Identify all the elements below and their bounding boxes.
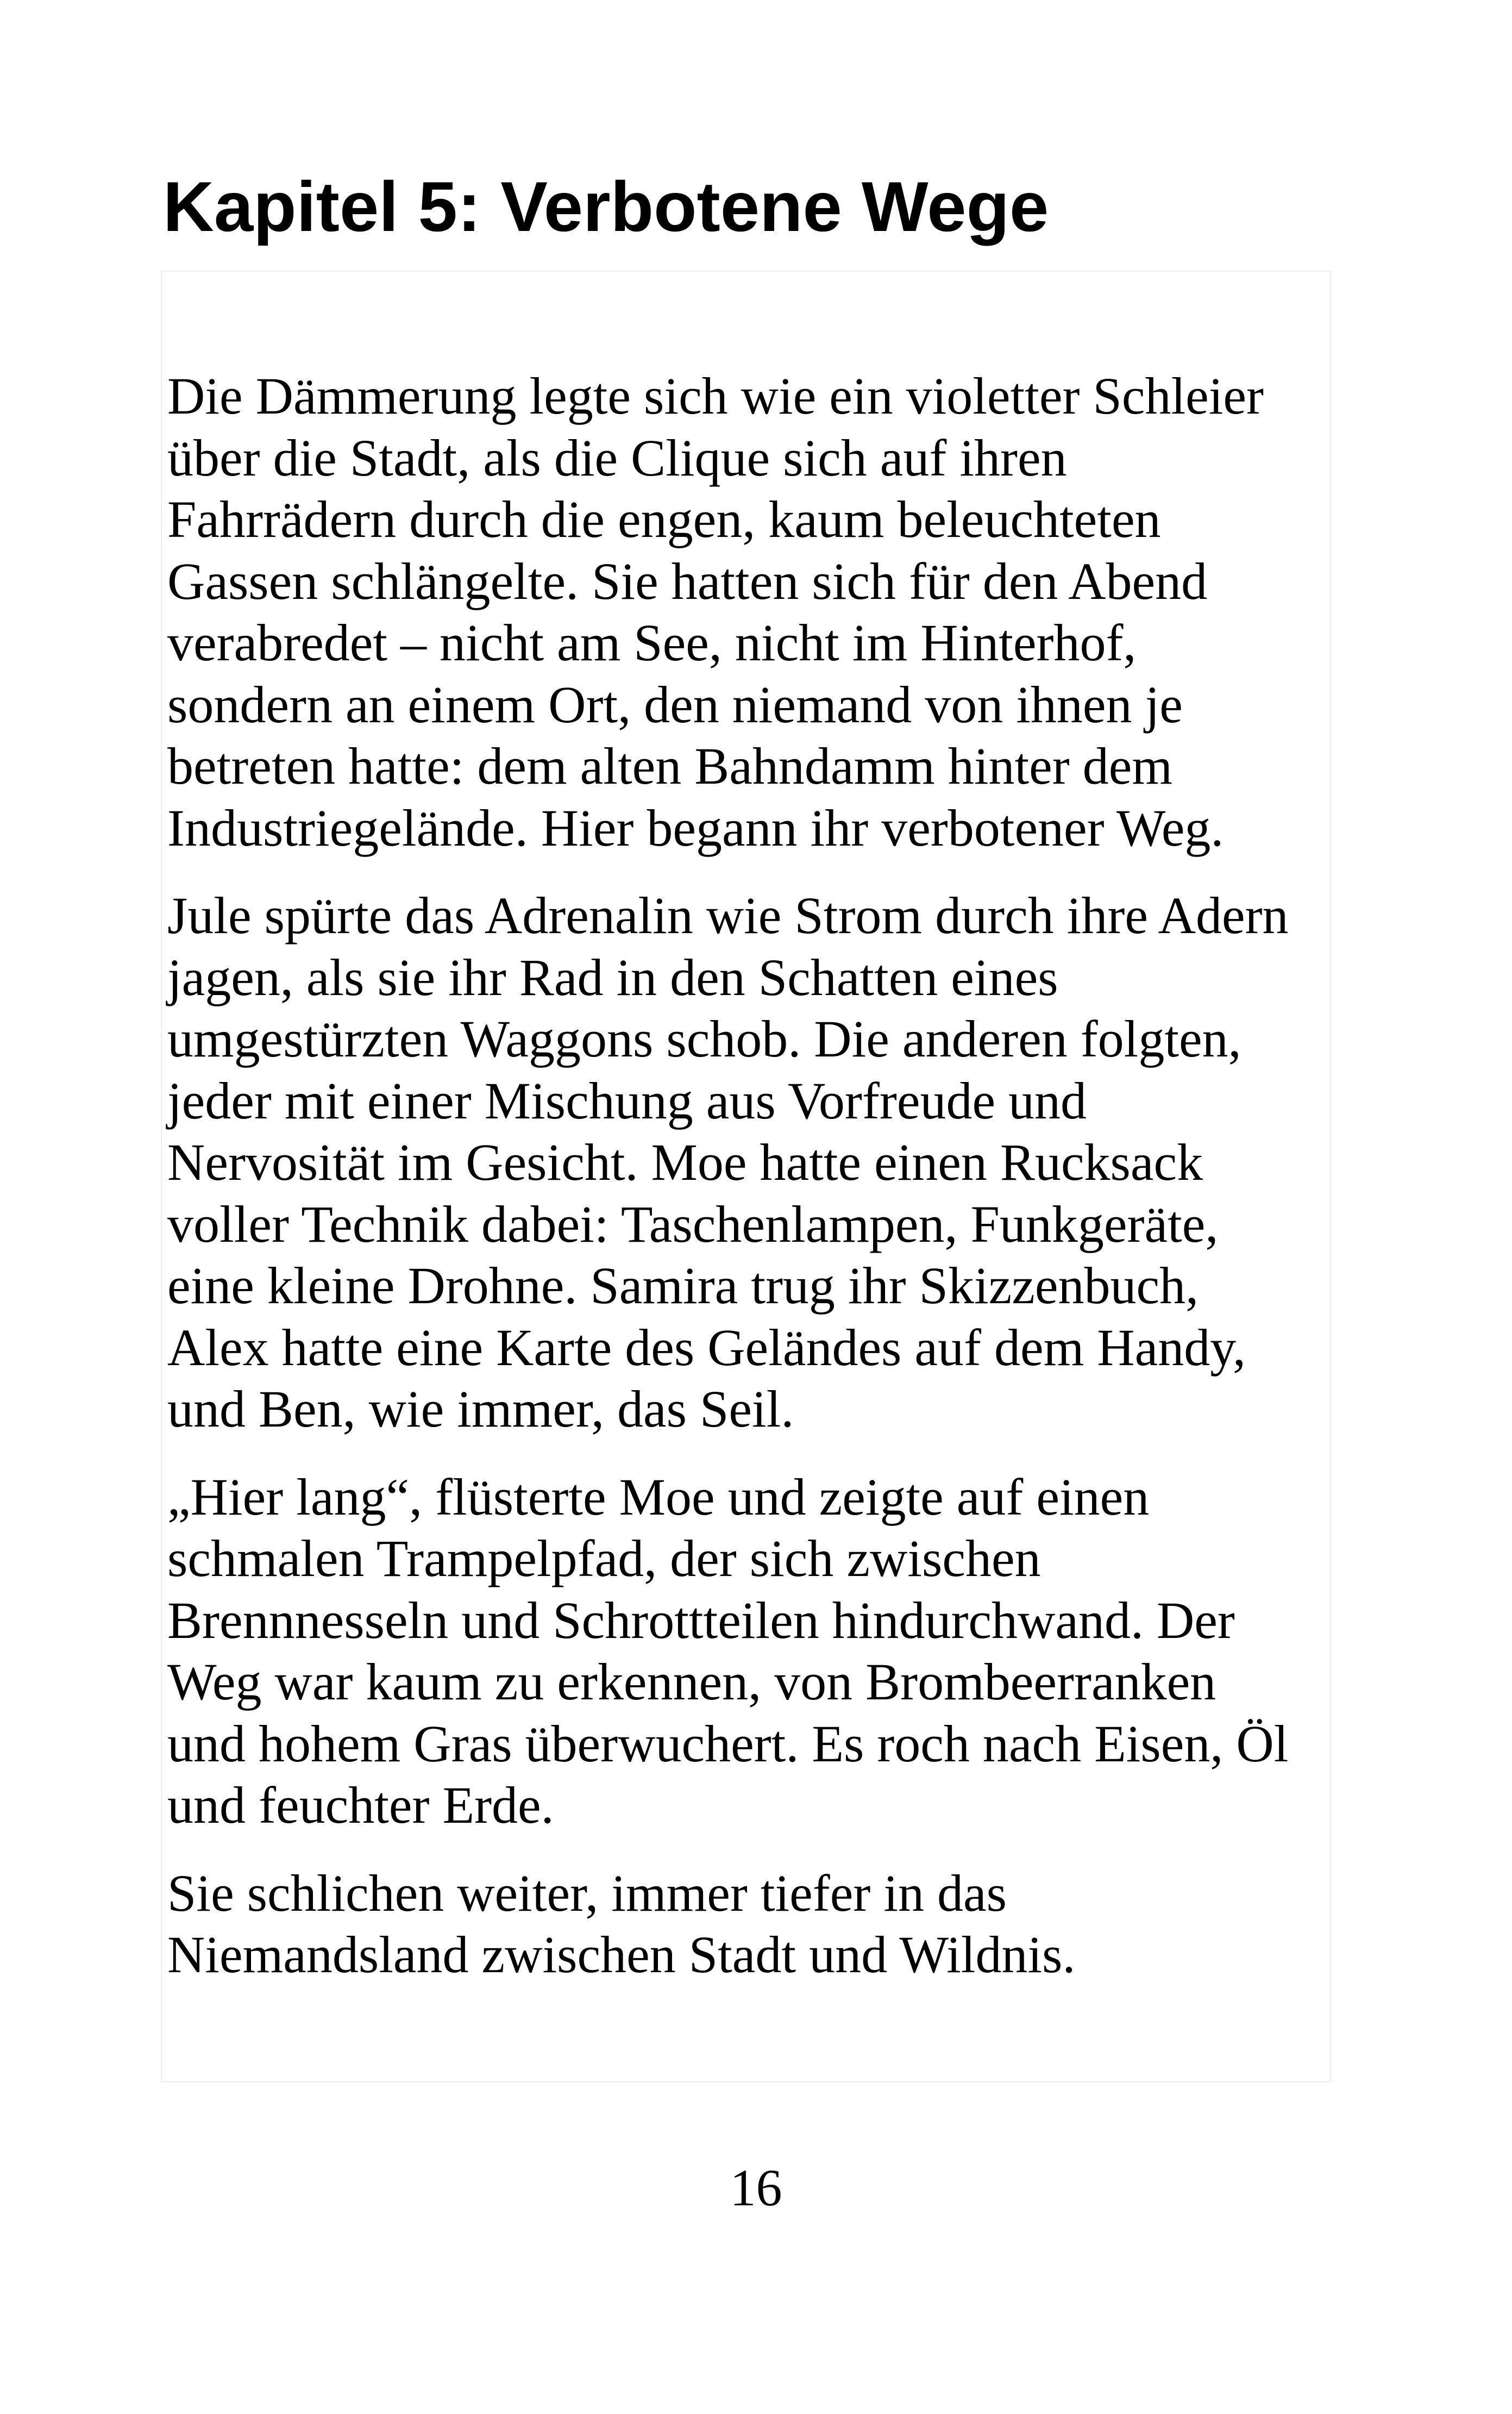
paragraph-4 [167,1862,1330,1986]
text-line: schmalen Trampelpfad, der sich zwischen [167,1529,1041,1587]
paragraph-2 [167,885,1330,1440]
text-line: Die Dämmerung legte sich wie ein violetter Schleier [167,367,1264,425]
text-line: jagen, als sie ihr Rad in den Schatten eines [167,948,1058,1006]
text-line: „Hier lang“, flüsterte Moe und zeigte auf einen [167,1467,1150,1526]
text-line: sondern an einem Ort, den niemand von ihnen je [167,675,1183,734]
text-line: Jule spürte das Adrenalin wie Strom durch ihre Adern [167,886,1289,945]
text-line: und hohem Gras überwuchert. Es roch nach Eisen, Öl [167,1714,1289,1773]
paragraph-1 [167,365,1330,859]
text-line: umgestürzten Waggons schob. Die anderen folgten, [167,1010,1241,1068]
text-line: Industriegelände. Hier begann ihr verbotener Weg. [167,798,1224,857]
text-line: verabredet – nicht am See, nicht im Hinterhof, [167,614,1137,672]
text-line: betreten hatte: dem alten Bahndamm hinter dem [167,737,1173,795]
text-line: voller Technik dabei: Taschenlampen, Funkgeräte, [167,1195,1219,1253]
text-line: jeder mit einer Mischung aus Vorfreude und [167,1071,1087,1130]
page-number: 16 [730,2159,782,2217]
text-line: und Ben, wie immer, das Seil. [167,1380,794,1438]
text-line: Fahrrädern durch die engen, kaum beleuchteten [167,490,1161,548]
text-line: Nervosität im Gesicht. Moe hatte einen Rucksack [167,1133,1203,1191]
text-line: Sie schlichen weiter, immer tiefer in das [167,1863,1007,1922]
text-line: eine kleine Drohne. Samira trug ihr Skizzenbuch, [167,1256,1199,1315]
chapter-body [167,365,1330,2012]
text-line: Alex hatte eine Karte des Geländes auf dem Handy, [167,1318,1246,1377]
text-line: und feuchter Erde. [167,1776,554,1834]
text-line: Niemandsland zwischen Stadt und Wildnis. [167,1925,1076,1984]
text-line: Weg war kaum zu erkennen, von Brombeerranken [167,1653,1216,1711]
text-line: Gassen schlängelte. Sie hatten sich für den Abend [167,552,1208,610]
text-line: über die Stadt, als die Clique sich auf ihren [167,428,1067,487]
paragraph-3 [167,1466,1330,1836]
text-line: Brennnesseln und Schrottteilen hindurchwand. Der [167,1591,1235,1649]
chapter-title: Kapitel 5: Verbotene Wege [163,167,1049,246]
